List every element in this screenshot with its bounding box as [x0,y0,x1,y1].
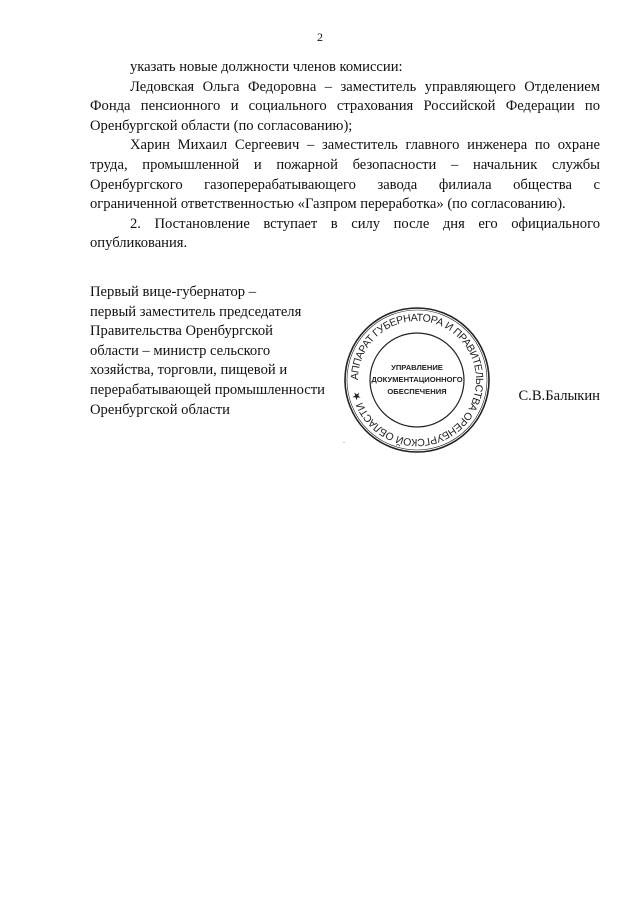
document-body [90,58,600,254]
stamp-center-line: УПРАВЛЕНИЕ [391,363,443,372]
scan-artifact [343,442,345,443]
paragraph-member-kharin: Харин Михаил Сергеевич – заместитель главного инженера по охране труда, промышленной и пожарной безопасности – начальник службы Оренбургского газоперерабатывающего завода филиала общества с ограниченной ответственностью «Газпром переработка» (по согласованию). [90,137,600,213]
signatory-position-line: Первый вице-губернатор – [90,284,257,300]
signatory-position-line: хозяйства, торговли, пищевой и [90,362,288,379]
signatory-position-line: перерабатывающей промышленности [90,381,325,398]
signatory-position-line: Оренбургской области [90,401,230,418]
official-stamp [342,305,492,455]
paragraph-effective-date: 2. Постановление вступает в силу после дня его официального опубликования. [90,215,600,252]
page-number: 2 [317,30,323,44]
stamp-center-line: ОБЕСПЕЧЕНИЯ [387,387,447,396]
signatory-position-line: Правительства Оренбургской [90,323,273,340]
paragraph-commission-intro: указать новые должности членов комиссии: [130,59,403,75]
stamp-ring-text: АППАРАТ ГУБЕРНАТОРА И ПРАВИТЕЛЬСТВА ОРЕНБУРГСКОЙ ОБЛАСТИ ★ [348,311,486,449]
stamp-center-line: ДОКУМЕНТАЦИОННОГО [371,375,463,384]
paragraph-member-ledovskaya: Ледовская Ольга Федоровна – заместитель управляющего Отделением Фонда пенсионного и социального страхования Российской Федерации по Оренбургской области (по согласованию); [90,78,600,134]
signatory-position-line: области – министр сельского [90,342,271,359]
signatory-position [90,283,350,420]
signatory-position-line: первый заместитель председателя [90,303,302,320]
signatory-name: С.В.Балыкин [518,388,600,404]
